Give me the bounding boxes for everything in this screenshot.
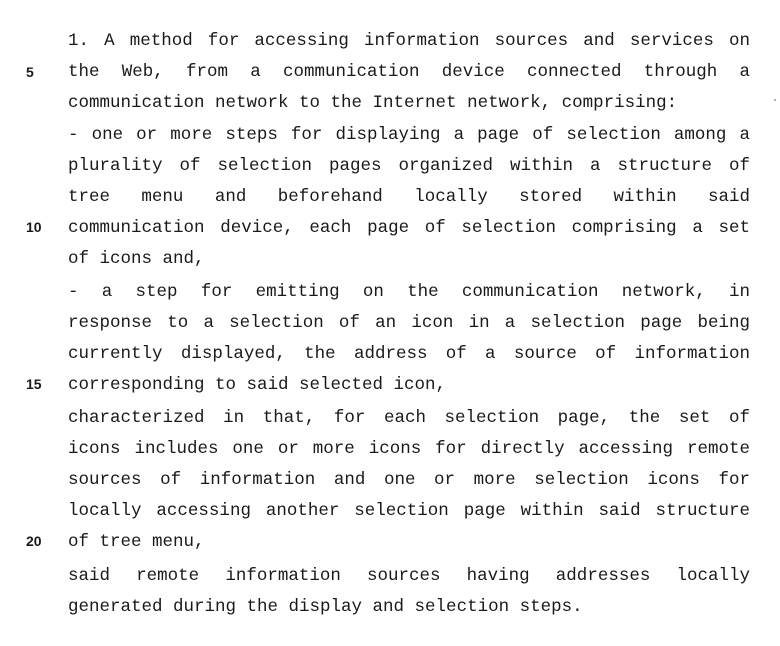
- claim-text-line: corresponding to said selected icon,: [68, 375, 447, 395]
- claim-text-line: locally accessing another selection page within said structure: [68, 501, 750, 521]
- claim-text-line: response to a selection of an icon in a selection page being: [68, 313, 750, 333]
- claim-text-line: of tree menu,: [68, 532, 205, 552]
- claim-text-line: currently displayed, the address of a source of information: [68, 344, 750, 364]
- claim-text-line: the Web, from a communication device connected through a: [68, 62, 750, 82]
- claim-text-line: communication device, each page of selection comprising a set: [68, 218, 750, 238]
- claim-text-line: icons includes one or more icons for directly accessing remote: [68, 439, 750, 459]
- line-number: 20: [26, 533, 42, 549]
- claim-text-line: 1. A method for accessing information sources and services on: [68, 31, 750, 51]
- claim-text-line: of icons and,: [68, 249, 205, 269]
- claim-text-line: generated during the display and selection steps.: [68, 597, 583, 617]
- claim-text-line: tree menu and beforehand locally stored within said: [68, 187, 750, 207]
- claim-text-line: - a step for emitting on the communication network, in: [68, 282, 750, 302]
- claim-text-line: said remote information sources having addresses locally: [68, 566, 750, 586]
- claim-text-line: communication network to the Internet network, comprising:: [68, 93, 678, 113]
- claim-text-line: sources of information and one or more selection icons for: [68, 470, 750, 490]
- claim-text-line: plurality of selection pages organized within a structure of: [68, 156, 750, 176]
- line-number: 5: [26, 64, 34, 80]
- scan-speck: [774, 99, 776, 101]
- claim-text-line: characterized in that, for each selection page, the set of: [68, 408, 750, 428]
- line-number: 10: [26, 219, 42, 235]
- line-number: 15: [26, 376, 42, 392]
- claim-text-line: - one or more steps for displaying a page of selection among a: [68, 125, 750, 145]
